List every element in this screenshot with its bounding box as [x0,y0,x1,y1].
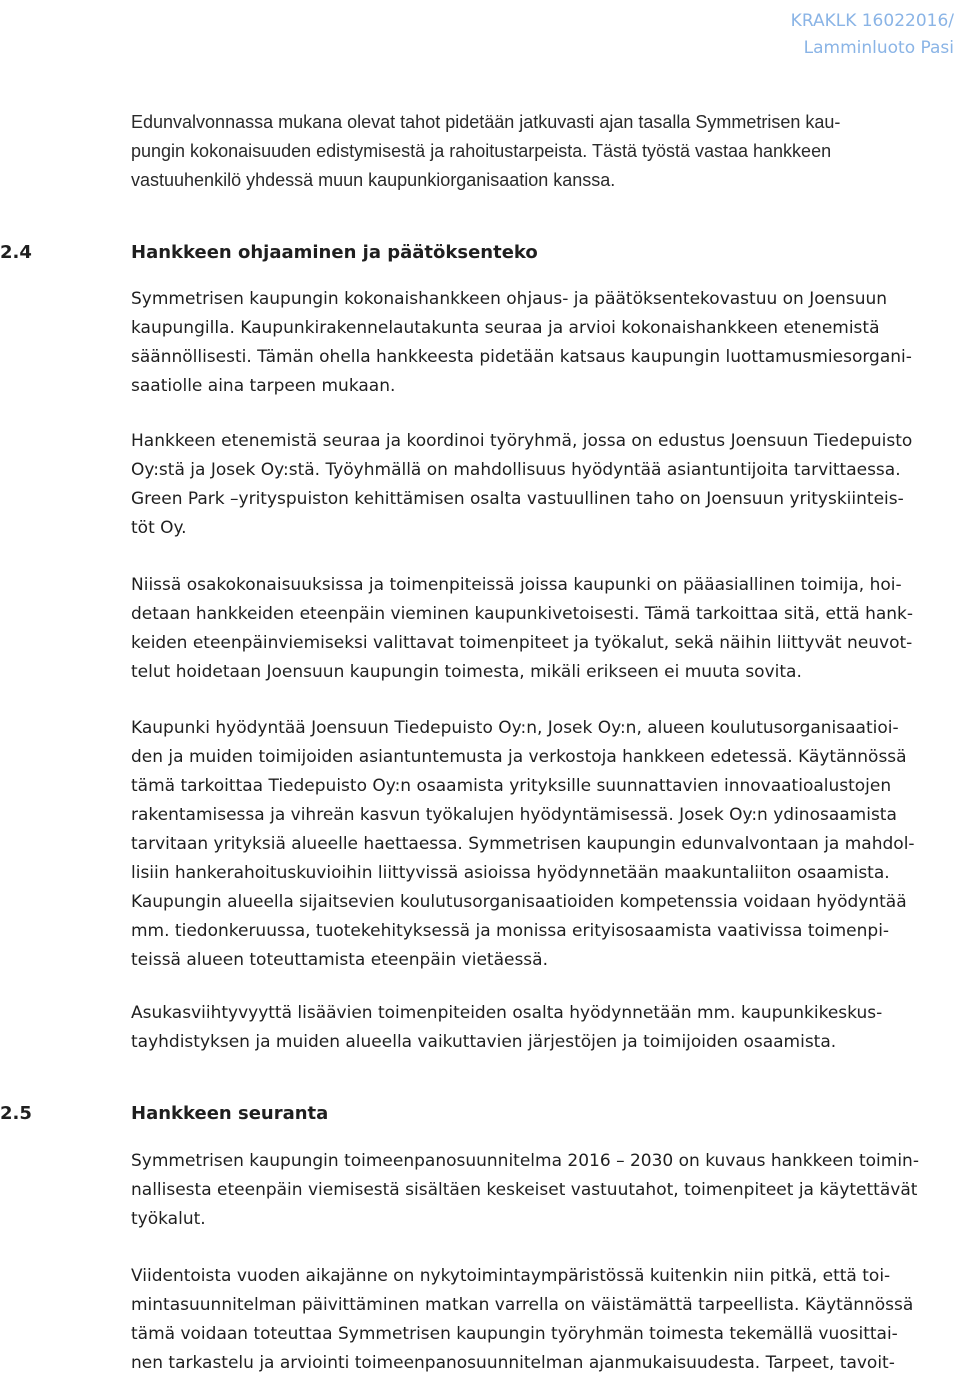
paragraph [131,427,954,543]
text-line: teissä alueen toteuttamista eteenpäin vietäessä. [131,950,548,970]
text-line: Asukasviihtyvyyttä lisäävien toimenpiteiden osalta hyödynnetään mm. kaupunkikeskus- [131,1003,883,1023]
paragraph [131,1262,954,1378]
text-line: lisiin hankerahoituskuvioihin liittyvissä asioissa hyödynnetään maakuntaliiton osaamista. [131,863,890,883]
text-line: tayhdistyksen ja muiden alueella vaikuttavien järjestöjen ja toimijoiden osaamista. [131,1032,837,1052]
section-number: 2.4 [0,242,32,263]
text-line: Niissä osakokonaisuuksissa ja toimenpiteissä joissa kaupunki on pääasiallinen toimija, hoi- [131,575,902,595]
text-line: saatiolle aina tarpeen mukaan. [131,376,396,396]
paragraph [131,714,954,975]
section-heading: Hankkeen seuranta [131,1103,329,1124]
paragraph [131,571,954,687]
paragraph [131,1147,954,1234]
text-line: Hankkeen etenemistä seuraa ja koordinoi työryhmä, jossa on edustus Joensuun Tiedepuisto [131,431,913,451]
text-line: tarvitaan yrityksiä alueelle haettaessa. Symmetrisen kaupungin edunvalvontaan ja mahdol- [131,834,915,854]
text-line: mintasuunnitelman päivittäminen matkan varrella on väistämättä tarpeellista. Käytännössä [131,1295,914,1315]
text-line: Edunvalvonnassa mukana olevat tahot pidetään jatkuvasti ajan tasalla Symmetrisen kau- [131,112,841,132]
paragraph [131,285,954,401]
paragraph [131,999,954,1057]
text-line: säännöllisesti. Tämän ohella hankkeesta pidetään katsaus kaupungin luottamusmiesorgani- [131,347,912,367]
text-line: nen tarkastelu ja arviointi toimeenpanosuunnitelman ajanmukaisuudesta. Tarpeet, tavoit- [131,1353,895,1373]
section-heading: Hankkeen ohjaaminen ja päätöksenteko [131,242,538,263]
text-line: keiden eteenpäinviemiseksi valittavat toimenpiteet ja työkalut, sekä näihin liittyvät neuvot- [131,633,913,653]
text-line: Symmetrisen kaupungin toimeenpanosuunnitelma 2016 – 2030 on kuvaus hankkeen toimin- [131,1151,919,1171]
text-line: Kaupunki hyödyntää Joensuun Tiedepuisto Oy:n, Josek Oy:n, alueen koulutusorganisaatioi- [131,718,899,738]
text-line: töt Oy. [131,518,187,538]
text-line: Viidentoista vuoden aikajänne on nykytoimintaympäristössä kuitenkin niin pitkä, että toi- [131,1266,891,1286]
text-line: telut hoidetaan Joensuun kaupungin toimesta, mikäli erikseen ei muuta sovita. [131,662,802,682]
text-line: Symmetrisen kaupungin kokonaishankkeen ohjaus- ja päätöksentekovastuu on Joensuun [131,289,888,309]
page-header [791,8,954,62]
text-line: Oy:stä ja Josek Oy:stä. Työyhmällä on mahdollisuus hyödyntää asiantuntijoita tarvittaessa. [131,460,901,480]
text-line: kaupungilla. Kaupunkirakennelautakunta seuraa ja arvioi kokonaishankkeen etenemistä [131,318,880,338]
text-line: Kaupungin alueella sijaitsevien koulutusorganisaatioiden kompetenssia voidaan hyödyntää [131,892,907,912]
header-author: Lamminluoto Pasi [803,38,954,58]
text-line: tämä voidaan toteuttaa Symmetrisen kaupungin työryhmän toimesta tekemällä vuosittai- [131,1324,898,1344]
text-line: rakentamisessa ja vihreän kasvun työkalujen hyödyntämisessä. Josek Oy:n ydinosaamista [131,805,897,825]
text-line: tämä tarkoittaa Tiedepuisto Oy:n osaamista yrityksille suunnattavien innovaatioalustojen [131,776,892,796]
text-line: mm. tiedonkeruussa, tuotekehityksessä ja monissa erityisosaamista vaativissa toimenpi- [131,921,890,941]
text-line: vastuuhenkilö yhdessä muun kaupunkiorganisaation kanssa. [131,170,616,190]
text-line: detaan hankkeiden eteenpäin vieminen kaupunkivetoisesti. Tämä tarkoittaa sitä, että hank- [131,604,914,624]
text-line: pungin kokonaisuuden edistymisestä ja rahoitustarpeista. Tästä työstä vastaa hankkeen [131,141,832,161]
header-document-code: KRAKLK 16022016/ [790,11,954,31]
section-number: 2.5 [0,1103,32,1124]
text-line: nallisesta eteenpäin viemisestä sisältäen keskeiset vastuutahot, toimenpiteet ja käytettävät [131,1180,918,1200]
text-line: den ja muiden toimijoiden asiantuntemusta ja verkostoja hankkeen edetessä. Käytännössä [131,747,907,767]
intro-paragraph [131,108,954,195]
text-line: työkalut. [131,1209,206,1229]
text-line: Green Park –yrityspuiston kehittämisen osalta vastuullinen taho on Joensuun yrityskiinteis- [131,489,904,509]
